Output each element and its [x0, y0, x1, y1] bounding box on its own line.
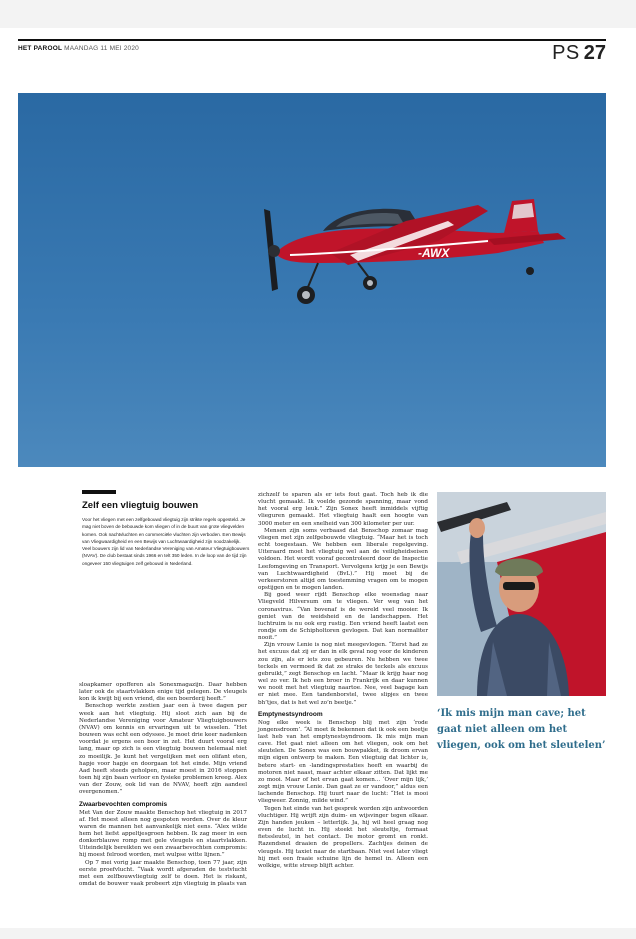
portrait-photo [437, 492, 606, 696]
masthead [18, 45, 139, 52]
paragraph: Nog elke week is Benschop blij met zijn ‘rode jongensdroom’. “Al moet ik bekennen dat ik ook een beetje last heb van het emptynestsyndroom. Ik mis mijn man cave. Het gaat niet alleen om het vliegen, ook om het sleutelen. De Sonex was een bouwpakket, ik droom ervan mijn eigen ontwerp te maken. Een vliegtuig dat lichter is, betere start- en -landingsprestaties heeft en waarbij de motoren niet naast, maar achter elkaar zitten. Dat lijkt me zo mooi. Maar of het ervan gaat komen... ‘Over mijn lijk,’ zegt mijn vrouw Lenie. Dan gaat ze er vandoor,” aldus een lachende Benschop. Hij tuurt naar de lucht: “Het is mooi vliegweer. Zonnig, milde wind.” [258, 719, 428, 805]
paragraph: Benschop werkte zestien jaar een à twee dagen per week aan het vliegtuig. Hij sloot zich aan bij de Nederlandse Vereniging voor Amateur Vliegtuigbouwers (NVAV) om kennis en ervaringen uit te wisselen. “Het bouwen was echt een odyssee. Je moet drie keer nadenken voordat je ergens een boor in zet. Het duurt vooral erg lang, maar op zich is een vliegtuig bouwen helemaal niet zo moeilijk. Je kunt het vergelijken met een olifant eten, hapje voor hapje en doorgaan tot het einde. Mijn vriend Aad heeft steeds geholpen, maar moest in 2016 stoppen toen hij zijn baan verloor en fysieke problemen kreeg. Alex van der Zouw, ook lid van de NVAV, heeft zijn aandeel overgenomen.” [79, 703, 247, 796]
info-box-body: Voor het vliegen met een zelfgebouwd vliegtuig zijn strikte regels opgesteld. Je mag niet boven de bebouwde kom vliegen of in de buurt van grote vliegvelden komen. Ook nachtvluchten en commerciële vluchten zijn verboden. Een Bewijs van Vliegwaardigheid en een Bewijs van Luchtwaardigheid zijn noodzakelijk. Veel bouwers zijn lid van Nederlandse Vereniging van Amateur Vliegtuigbouwers (NVAV). De club bestaat sinds 1966 en telt 350 leden. In de loop van de tijd zijn ongeveer 150 vliegtuigen zelf gebouwd in Nederland. [82, 517, 250, 566]
subheading: Emptynestsyndroom [258, 710, 323, 718]
section-marker [552, 42, 606, 65]
section-name: PS [552, 42, 580, 64]
subheading: Zwaarbevochten compromis [79, 800, 168, 808]
paragraph: zichzelf te sparen als er iets fout gaat. Toch heb ik die vlucht gemaakt. Ik voelde gezonde spanning, maar vond het vooral erg leuk.” Zijn Sonex heeft inmiddels vijftig vlieguren gemaakt. Het vliegtuig haalt een hoogte van 3000 meter en een snelheid van 300 kilometer per uur. [258, 492, 428, 527]
page-header [18, 38, 606, 68]
paragraph: Mensen zijn soms verbaasd dat Benschop zomaar mag vliegen met zijn zelfgebouwde vliegtuig. “Maar het is toch echt toegestaan. We hebben een liberale regelgeving. Uiteraard moet het vliegtuig wel aan de veiligheidseisen voldoen. Het wordt vooraf gecontroleerd door de Inspectie Leefomgeving en Transport. Vervolgens krijg je een Bewijs van Luchtwaardigheid (BvL).” Hij moet bij de verkeerstoren altijd om toestemming vragen om te mogen opstijgen en te mogen landen. [258, 527, 428, 592]
hero-photo [18, 93, 606, 467]
info-box-title: Zelf een vliegtuig bouwen [82, 500, 199, 511]
article-column-middle [258, 492, 428, 870]
pull-quote: ‘Ik mis mijn man cave; het gaat niet alleen om het vliegen, ook om het sleutelen’ [437, 708, 606, 751]
paragraph: Bij goed weer rijdt Benschop elke woensdag naar Vliegveld Hilversum om te vliegen. Ver weg van het coronavirus. “Van bovenaf is de wereld veel mooier. Ik geniet van de weidsheid en de landschappen. Het luchtruim is nu ook erg rustig. Een vriend heeft laatst een rondje om de Schipholtoren gevlogen. Dat kan normaliter nooit.” [258, 592, 428, 642]
header-rule [18, 39, 606, 41]
paragraph: sloapkamer opofferen als Sonexmagazijn. Daar hebben later ook de staartvlakken enige tijd gelegen. De vleugels kon ik kwijt bij een vriend, die een boerderij heeft.” [79, 682, 247, 703]
paragraph: Tegen het einde van het gesprek worden zijn antwoorden vluchtiger. Hij wrijft zijn duim- en wijsvinger tegen elkaar. Zijn handen jeuken – letterlijk. Ja, hij wil heel graag nog even de lucht in. Hij steekt het sleuteltje, formaat fietssleutel, in het contact. De motor gromt en ronkt. Razendsnel draaien de propellers. Zachtjes deinen de vleugels. Hij taxiet naar de startbaan. Niet veel later vliegt hij met een fraaie schuine lijn de hemel in. Alleen een wolkige, witte streep blijft achter. [258, 805, 428, 869]
pilot-portrait-image [437, 492, 606, 696]
article-column-left [79, 682, 247, 888]
paragraph: Zijn vrouw Lenie is nog niet meegevlogen. “Eerst had ze het excuus dat zij er dan in elk geval nog voor de kinderen zou zijn, als er iets zou gebeuren. Nu hebben we twee teckels en vermoed ik dat ze straks de teckels als excuus gebruikt,” zegt Benschop en lacht. “Maar ik krijg haar nog wel zo ver. Ik heb een broer in Frankrijk en daar kunnen we nooit met het vliegtuig naartoe. Nee, veel bagage kan er niet mee. Een tandenborstel, twee slipjes en twee bh’tjes, dat is het wel zo’n beetje.” [258, 642, 428, 706]
paragraph: Met Van der Zouw maakte Benschop het vliegtuig in 2017 af. Het moest alleen nog gespoten worden. Over de kleur waren de mannen het aanvankelijk niet eens. “Alex wilde hem het liefst appeltjesgroen hebben. Ik zag meer in een donkerblauwe romp met gele vleugels en staartvlakken. Uiteindelijk bereikten we een zwaarbevochten compromis: hij moest felrood worden, met wulpse witte lijnen.” [79, 809, 247, 859]
brand-name: HET PAROOL [18, 45, 63, 52]
page-number: 27 [583, 42, 606, 64]
info-box-rule [82, 490, 116, 494]
paragraph: Op 7 mei vorig jaar maakte Benschop, toen 77 jaar, zijn eerste proefvlucht. “Vaak wordt afgeraden de testvlucht met een zelfbouwvliegtuig zelf te doen. Het is riskant, omdat de bouwer vaak probeert zijn vliegtuig in plaats van [79, 859, 247, 888]
issue-date: MAANDAG 11 MEI 2020 [64, 45, 140, 52]
airplane-in-sky-image [18, 93, 606, 467]
info-box [82, 490, 250, 567]
registration-text: -AWX [418, 246, 450, 260]
